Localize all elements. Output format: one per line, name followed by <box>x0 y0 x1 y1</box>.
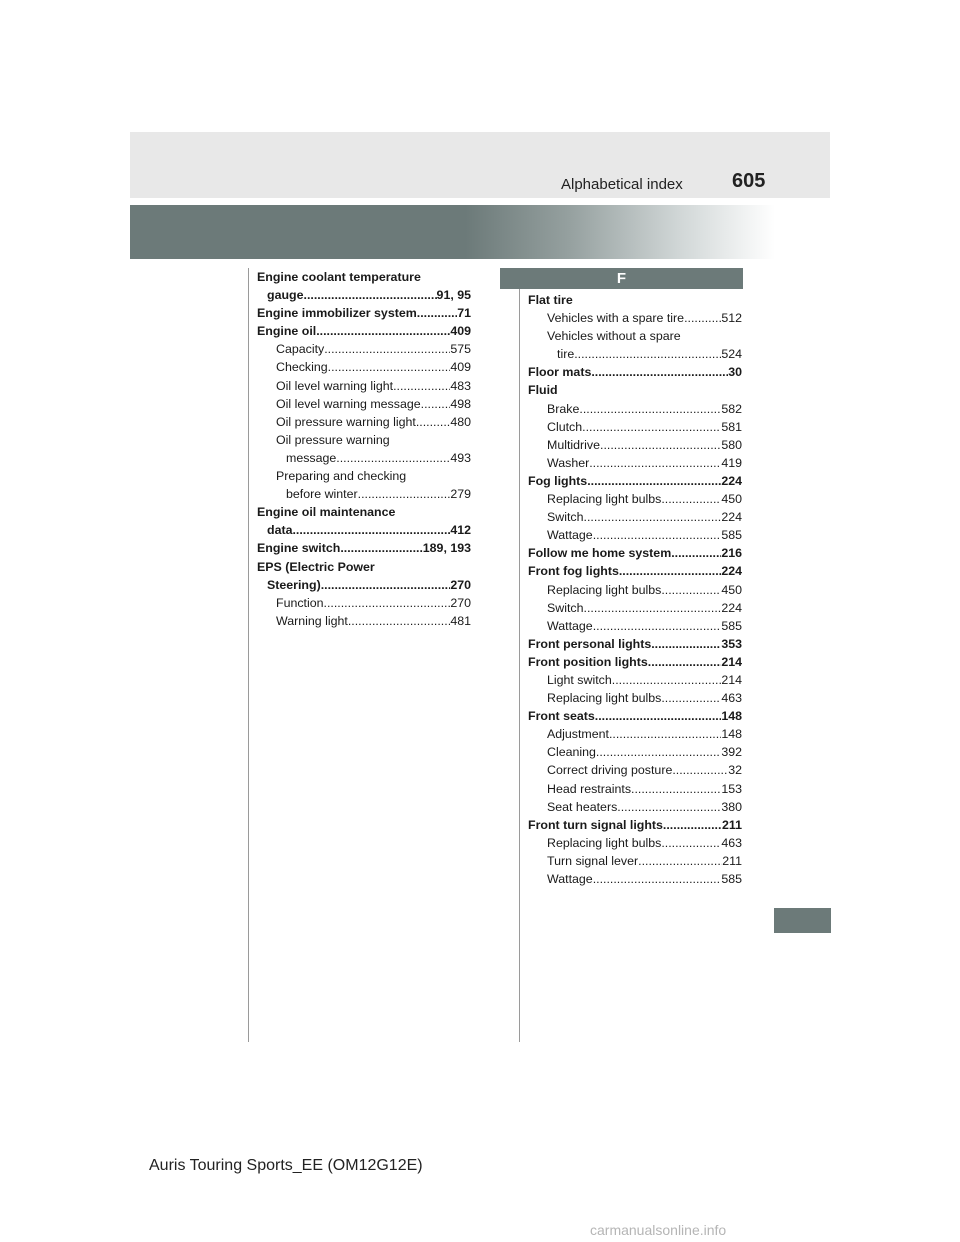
dot-leader <box>651 635 721 653</box>
index-entry-term: Front position lights <box>528 654 648 669</box>
dot-leader <box>340 539 422 557</box>
index-entry-page: 216 <box>721 546 742 561</box>
index-entry-page: 498 <box>450 396 471 411</box>
dot-leader <box>321 576 451 594</box>
index-entry-page: 148 <box>721 709 742 724</box>
index-entry-page: 71 <box>457 306 471 321</box>
dot-leader <box>316 322 450 340</box>
dot-leader <box>671 544 721 562</box>
column-divider-left <box>248 268 249 1042</box>
index-entry-term: Front personal lights <box>528 636 652 651</box>
index-entry <box>257 322 471 340</box>
index-entry-term: Floor mats <box>528 365 592 380</box>
index-entry-page: 585 <box>721 872 742 886</box>
index-entry <box>257 413 471 431</box>
index-entry-term: Function <box>276 595 324 610</box>
index-entry-term: Wattage <box>547 618 593 633</box>
index-entry-page: 409 <box>450 324 471 339</box>
index-entry <box>257 340 471 358</box>
index-letter-heading: F <box>500 268 743 289</box>
index-entry-term: Engine oil <box>257 324 317 339</box>
index-entry-page: 481 <box>450 613 471 628</box>
index-entry-term: Wattage <box>547 528 593 543</box>
dot-leader <box>579 400 721 418</box>
index-entry-page: 32 <box>728 763 742 778</box>
index-entry-page: 581 <box>721 419 742 434</box>
index-entry-term: Brake <box>547 401 580 416</box>
index-entry <box>257 431 471 449</box>
index-entry <box>528 653 742 671</box>
index-entry-term: Front fog lights <box>528 564 619 579</box>
index-entry-term: Switch <box>547 510 584 525</box>
index-entry-page: 450 <box>721 492 742 507</box>
index-entry-term: Oil level warning message <box>276 396 421 411</box>
index-entry <box>528 562 742 580</box>
dot-leader <box>661 490 721 508</box>
index-entry <box>528 581 742 599</box>
index-entry-page: 524 <box>721 347 742 362</box>
dot-leader <box>638 852 722 870</box>
index-entry-page: 211 <box>722 817 742 832</box>
index-entry <box>528 689 742 707</box>
index-entry-term: Engine oil maintenance <box>257 505 396 520</box>
index-entry-term: Engine switch <box>257 541 341 556</box>
dot-leader <box>336 449 450 467</box>
index-entry-page: 483 <box>450 378 471 393</box>
thumb-index-tab <box>774 908 831 933</box>
index-entry-term: Replacing light bulbs <box>547 492 662 507</box>
index-entry-page: 270 <box>450 595 471 610</box>
dot-leader <box>661 581 721 599</box>
index-entry-page: 91, 95 <box>436 288 471 303</box>
index-entry-page: 189, 193 <box>422 541 471 556</box>
index-entry-term: Engine immobilizer system <box>257 306 417 321</box>
index-entry-page: 580 <box>721 437 742 452</box>
dot-leader <box>661 834 721 852</box>
page-number: 605 <box>732 170 766 192</box>
index-entry <box>528 743 742 761</box>
dot-leader <box>417 304 457 322</box>
index-entry-term: Cleaning <box>547 745 596 760</box>
index-entry <box>257 539 471 557</box>
index-entry-term: Head restraints <box>547 781 632 796</box>
index-entry-page: 575 <box>450 342 471 357</box>
dot-leader <box>593 870 722 888</box>
index-entry-term: before winter <box>286 487 358 502</box>
dot-leader <box>648 653 722 671</box>
index-entry-term: Wattage <box>547 872 593 886</box>
index-entry <box>257 268 471 286</box>
index-entry-page: 585 <box>721 528 742 543</box>
index-entry-term: Oil pressure warning <box>276 432 390 447</box>
index-entry-term: Fog lights <box>528 473 588 488</box>
index-entry <box>528 472 742 490</box>
index-entry <box>528 599 742 617</box>
index-entry-term: Steering) <box>267 577 321 592</box>
section-title: Alphabetical index <box>561 176 683 193</box>
footer-model: Auris Touring Sports_EE (OM12G12E) <box>149 1157 423 1174</box>
index-entry <box>257 612 471 630</box>
index-entry-term: Front seats <box>528 709 595 724</box>
index-entry <box>257 304 471 322</box>
dot-leader <box>348 612 450 630</box>
index-column-right <box>528 268 742 888</box>
index-entry-page: 582 <box>721 401 742 416</box>
index-entry <box>528 436 742 454</box>
index-entry <box>528 381 742 399</box>
header-gradient-band <box>130 205 775 259</box>
index-entry-page: 463 <box>721 691 742 706</box>
dot-leader <box>584 599 722 617</box>
index-entry-term: Preparing and checking <box>276 469 407 484</box>
index-entry <box>528 309 742 327</box>
index-entry-page: 214 <box>721 672 742 687</box>
dot-leader <box>612 671 722 689</box>
index-entry-page: 270 <box>450 577 471 592</box>
dot-leader <box>416 413 451 431</box>
dot-leader <box>631 780 721 798</box>
index-entry-term: Washer <box>547 455 590 470</box>
dot-leader <box>328 358 451 376</box>
dot-leader <box>421 395 451 413</box>
index-entry-page: 224 <box>721 473 742 488</box>
dot-leader <box>589 454 721 472</box>
index-entry-term: Replacing light bulbs <box>547 835 662 850</box>
index-entry-term: Flat tire <box>528 293 573 307</box>
watermark: carmanualsonline.info <box>590 1222 727 1238</box>
dot-leader <box>324 594 451 612</box>
index-entry-term: Follow me home system <box>528 546 672 561</box>
index-entry <box>528 761 742 779</box>
index-entry <box>257 395 471 413</box>
index-entry-term: Multidrive <box>547 437 601 452</box>
index-entry-term: Seat heaters <box>547 799 618 814</box>
header-bar <box>130 132 830 198</box>
index-entry-term: Warning light <box>276 613 348 628</box>
index-entry-page: 419 <box>721 455 742 470</box>
index-entry-term: Light switch <box>547 672 612 687</box>
index-entry-term: Turn signal lever <box>547 853 639 868</box>
index-entry-page: 480 <box>450 414 471 429</box>
index-entry <box>528 363 742 381</box>
index-entry-page: 279 <box>450 487 471 502</box>
dot-leader <box>593 526 722 544</box>
index-entry <box>528 400 742 418</box>
dot-leader <box>393 377 450 395</box>
index-entry-term: Vehicles without a spare <box>547 329 681 344</box>
dot-leader <box>304 286 437 304</box>
index-entry <box>528 544 742 562</box>
dot-leader <box>292 521 450 539</box>
index-column-left <box>257 268 471 630</box>
index-entry-term: message <box>286 450 337 465</box>
index-entry <box>257 558 471 576</box>
index-entry <box>257 449 471 467</box>
index-entry-term: Replacing light bulbs <box>547 691 662 706</box>
index-entry-page: 380 <box>721 799 742 814</box>
index-entry <box>528 707 742 725</box>
index-entry-page: 412 <box>450 523 471 538</box>
index-entry <box>528 671 742 689</box>
index-entry <box>257 594 471 612</box>
dot-leader <box>684 309 721 327</box>
index-entry-term: Engine coolant temperature <box>257 270 421 284</box>
dot-leader <box>358 485 451 503</box>
index-entry-term: gauge <box>267 288 304 303</box>
index-entry <box>528 852 742 870</box>
index-entry-page: 30 <box>728 365 742 380</box>
index-entry-term: Switch <box>547 600 584 615</box>
index-entry <box>257 377 471 395</box>
dot-leader <box>596 743 721 761</box>
index-entry-term: Capacity <box>276 342 325 357</box>
index-entry-page: 224 <box>721 600 742 615</box>
dot-leader <box>574 345 721 363</box>
index-entry <box>528 617 742 635</box>
dot-leader <box>609 725 721 743</box>
index-entry-page: 224 <box>721 510 742 525</box>
index-entry-page: 211 <box>722 853 742 868</box>
index-entry-page: 392 <box>721 745 742 760</box>
index-entry <box>528 327 742 345</box>
index-entry <box>528 490 742 508</box>
index-entry-term: Replacing light bulbs <box>547 582 662 597</box>
index-entry-term: Checking <box>276 360 328 375</box>
index-entry-term: Fluid <box>528 383 558 398</box>
index-entry-term: Adjustment <box>547 727 609 742</box>
index-entry <box>257 467 471 485</box>
index-entry <box>528 834 742 852</box>
index-entry-page: 463 <box>721 835 742 850</box>
index-entry <box>528 418 742 436</box>
dot-leader <box>600 436 721 454</box>
index-entry <box>528 454 742 472</box>
index-entry-term: tire <box>557 347 575 362</box>
index-entry-page: 512 <box>721 311 742 326</box>
index-entry <box>528 635 742 653</box>
index-entry-term: Front turn signal lights <box>528 817 663 832</box>
index-entry <box>257 358 471 376</box>
index-entry <box>257 503 471 521</box>
dot-leader <box>672 761 728 779</box>
index-entry-page: 224 <box>721 564 742 579</box>
index-entry <box>528 870 742 888</box>
dot-leader <box>593 617 722 635</box>
index-entry-page: 353 <box>721 636 742 651</box>
index-entry-term: Oil pressure warning light <box>276 414 416 429</box>
index-entry <box>528 816 742 834</box>
index-entry-page: 493 <box>450 450 471 465</box>
dot-leader <box>324 340 450 358</box>
index-entry <box>528 508 742 526</box>
index-entry-term: Clutch <box>547 419 583 434</box>
index-entry-term: data <box>267 523 293 538</box>
dot-leader <box>617 798 721 816</box>
index-entry <box>528 526 742 544</box>
index-entry <box>257 485 471 503</box>
index-entry-term: Oil level warning light <box>276 378 394 393</box>
index-entry <box>528 780 742 798</box>
index-entry-page: 409 <box>450 360 471 375</box>
index-entry <box>528 798 742 816</box>
dot-leader <box>584 508 722 526</box>
dot-leader <box>591 363 728 381</box>
index-entry-term: Correct driving posture <box>547 763 673 778</box>
index-entry <box>257 286 471 304</box>
dot-leader <box>587 472 721 490</box>
index-entry-page: 148 <box>721 727 742 742</box>
index-entry <box>528 291 742 309</box>
index-entry <box>528 345 742 363</box>
index-entry-page: 153 <box>721 781 742 796</box>
index-entry-term: Vehicles with a spare tire <box>547 311 685 326</box>
index-entry <box>257 576 471 594</box>
dot-leader <box>582 418 721 436</box>
dot-leader <box>661 689 721 707</box>
index-entry-term: EPS (Electric Power <box>257 559 375 574</box>
index-entry <box>257 521 471 539</box>
column-divider-right <box>519 268 520 1042</box>
dot-leader <box>663 816 722 834</box>
index-entry <box>528 725 742 743</box>
index-entry-page: 585 <box>721 618 742 633</box>
dot-leader <box>595 707 722 725</box>
index-entry-page: 214 <box>721 654 742 669</box>
dot-leader <box>619 562 721 580</box>
index-entry-page: 450 <box>721 582 742 597</box>
